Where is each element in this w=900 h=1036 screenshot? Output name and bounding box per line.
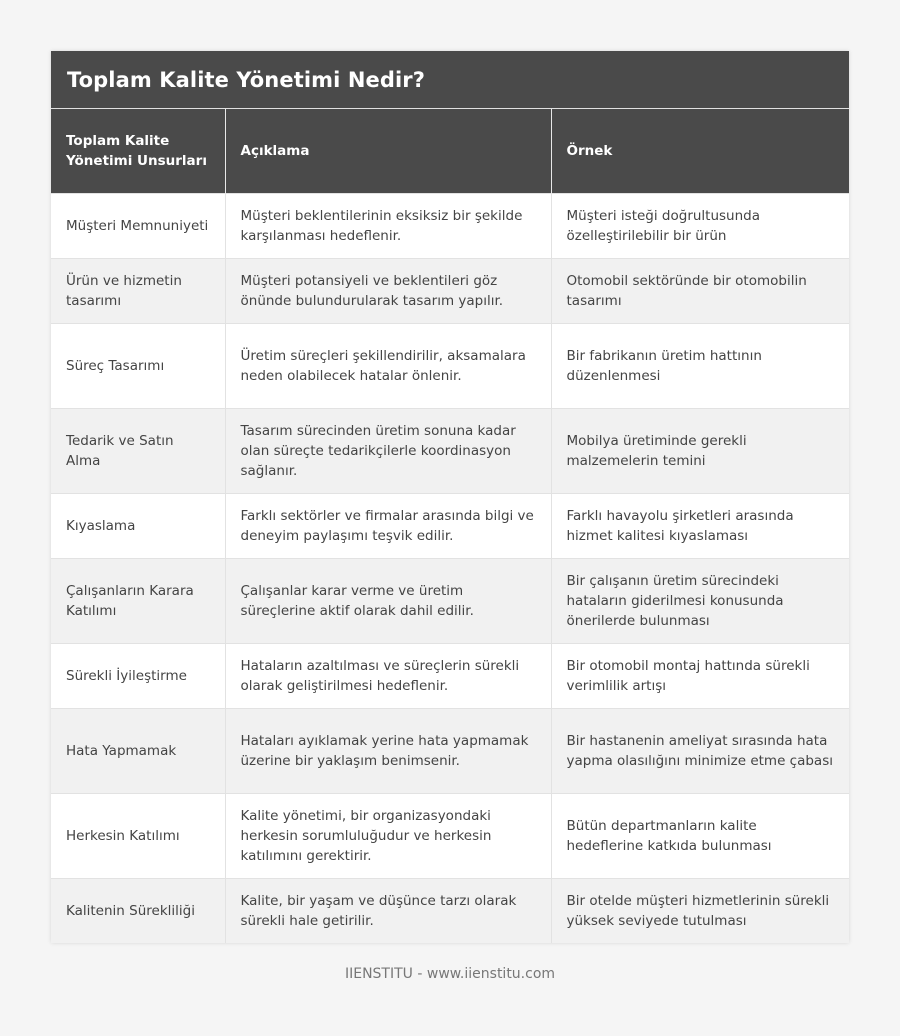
cell-element: Kalitenin Sürekliliği xyxy=(51,879,225,944)
cell-example: Bir fabrikanın üretim hattının düzenlenmesi xyxy=(551,324,849,409)
table-row xyxy=(51,409,849,494)
footer-credit: IIENSTITU - www.iienstitu.com xyxy=(344,966,556,982)
cell-element: Kıyaslama xyxy=(51,494,225,559)
table-row xyxy=(51,879,849,944)
cell-description: Hataları ayıklamak yerine hata yapmamak üzerine bir yaklaşım benimsenir. xyxy=(225,709,551,794)
cell-example: Mobilya üretiminde gerekli malzemelerin temini xyxy=(551,409,849,494)
table-row xyxy=(51,709,849,794)
column-header-description: Açıklama xyxy=(225,109,551,194)
cell-description: Tasarım sürecinden üretim sonuna kadar olan süreçte tedarikçilerle koordinasyon sağlanır. xyxy=(225,409,551,494)
table-row xyxy=(51,559,849,644)
cell-example: Müşteri isteği doğrultusunda özelleştirilebilir bir ürün xyxy=(551,194,849,259)
table-row xyxy=(51,494,849,559)
table-row xyxy=(51,644,849,709)
table-row xyxy=(51,259,849,324)
cell-element: Sürekli İyileştirme xyxy=(51,644,225,709)
cell-example: Bütün departmanların kalite hedeflerine katkıda bulunması xyxy=(551,794,849,879)
cell-description: Kalite, bir yaşam ve düşünce tarzı olarak sürekli hale getirilir. xyxy=(225,879,551,944)
table-row xyxy=(51,194,849,259)
cell-description: Hataların azaltılması ve süreçlerin sürekli olarak geliştirilmesi hedeflenir. xyxy=(225,644,551,709)
cell-element: Hata Yapmamak xyxy=(51,709,225,794)
page-title: Toplam Kalite Yönetimi Nedir? xyxy=(67,67,426,92)
cell-example: Farklı havayolu şirketleri arasında hizmet kalitesi kıyaslaması xyxy=(551,494,849,559)
column-header-example: Örnek xyxy=(551,109,849,194)
cell-example: Bir çalışanın üretim sürecindeki hataların giderilmesi konusunda önerilerde bulunması xyxy=(551,559,849,644)
cell-example: Bir otelde müşteri hizmetlerinin sürekli yüksek seviyede tutulması xyxy=(551,879,849,944)
cell-element: Herkesin Katılımı xyxy=(51,794,225,879)
table-row xyxy=(51,324,849,409)
cell-description: Çalışanlar karar verme ve üretim süreçlerine aktif olarak dahil edilir. xyxy=(225,559,551,644)
cell-description: Kalite yönetimi, bir organizasyondaki herkesin sorumluluğudur ve herkesin katılımını gerektirir. xyxy=(225,794,551,879)
table-header-row xyxy=(51,109,849,194)
cell-description: Farklı sektörler ve firmalar arasında bilgi ve deneyim paylaşımı teşvik edilir. xyxy=(225,494,551,559)
cell-description: Üretim süreçleri şekillendirilir, aksamalara neden olabilecek hatalar önlenir. xyxy=(225,324,551,409)
cell-element: Ürün ve hizmetin tasarımı xyxy=(51,259,225,324)
cell-example: Bir hastanenin ameliyat sırasında hata yapma olasılığını minimize etme çabası xyxy=(551,709,849,794)
tkm-table xyxy=(51,109,849,943)
cell-element: Müşteri Memnuniyeti xyxy=(51,194,225,259)
table-row xyxy=(51,794,849,879)
column-header-element: Toplam Kalite Yönetimi Unsurları xyxy=(51,109,225,194)
cell-description: Müşteri beklentilerinin eksiksiz bir şekilde karşılanması hedeflenir. xyxy=(225,194,551,259)
cell-example: Otomobil sektöründe bir otomobilin tasarımı xyxy=(551,259,849,324)
cell-element: Çalışanların Karara Katılımı xyxy=(51,559,225,644)
cell-description: Müşteri potansiyeli ve beklentileri göz önünde bulundurularak tasarım yapılır. xyxy=(225,259,551,324)
title-bar xyxy=(51,51,849,109)
table-card xyxy=(51,51,849,943)
cell-element: Tedarik ve Satın Alma xyxy=(51,409,225,494)
cell-example: Bir otomobil montaj hattında sürekli verimlilik artışı xyxy=(551,644,849,709)
cell-element: Süreç Tasarımı xyxy=(51,324,225,409)
